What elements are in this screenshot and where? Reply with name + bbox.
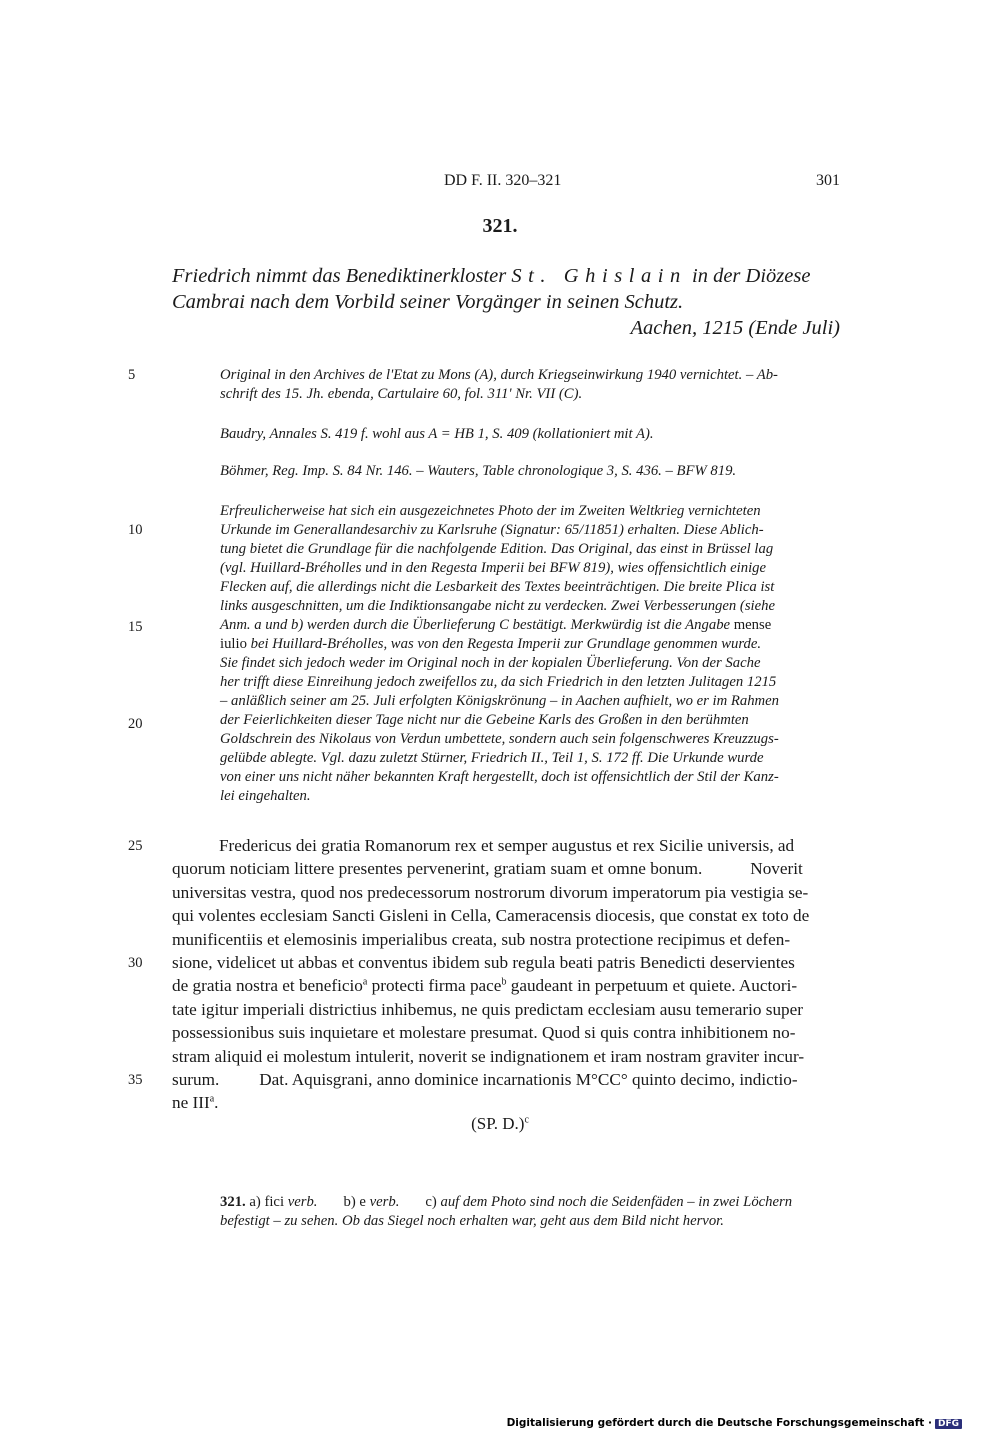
header-reference: DD F. II. 320–321 xyxy=(444,172,562,189)
commentary-note: Erfreulicherweise hat sich ein ausgezeichnetes Photo der im Zweiten Weltkrieg vernichteten Urkunde im Generallandesarchiv zu Karlsruhe (Signatur: 65/11851) erhalten. Diese Ablich- tung bietet die Grundlage für die nachfolgende Edition. Das Original, das einst in Brüssel lag (vgl. Huillard-Bréholles und in den Regesta Imperii bei BFW 819), wies offensichtlich einige Flecken auf, die allerdings nicht die Lesbarkeit des Textes beeinträchtigen. Die breite Plica ist links ausgeschnitten, um die Indiktionsangabe nicht zu verdecken. Zwei Verbesserungen (siehe Anm. a und b) werden durch die Überlieferung C bestätigt. Merkwürdig ist die Angabe mense iulio bei Huillard-Bréholles, was von den Regesta Imperii zur Grundlage genommen wurde. Sie findet sich jedoch weder im Original noch in der kopialen Überlieferung. Von der Sache her trifft diese Einreihung jedoch zweifellos zu, da sich Friedrich in den letzten Julitagen 1215 – anläßlich seiner am 25. Juli erfolgten Königskrönung – in Aachen aufhielt, wo er im Rahmen der Feierlichkeiten dieser Tage nicht nur die Gebeine Karls des Großen in den berühmten Goldschrein des Nikolaus von Verdun umbettete, sondern auch sein folgenschweres Kreuzzugs- gelübde ablegte. Vgl. dazu zuletzt Stürner, Friedrich II., Teil 1, S. 172 ff. Die Urkunde wurde von einer uns nicht näher bekannten Kraft hergestellt, doch ist offensichtlich der Stil der Kanz- lei eingehalten. xyxy=(220,503,780,804)
line-number: 5 xyxy=(128,367,136,383)
regest-title-line2: Cambrai nach dem Vorbild seiner Vorgänger in seinen Schutz. xyxy=(172,291,684,313)
regest-title-line1: Friedrich nimmt das Benediktinerkloster St. Ghislain in der Diözese xyxy=(172,265,811,287)
funding-credit: Digitalisierung gefördert durch die Deutsche Forschungsgemeinschaft · DFG xyxy=(507,1417,962,1429)
footnote-marker: a xyxy=(362,976,368,988)
regest-note: Böhmer, Reg. Imp. S. 84 Nr. 146. – Wauters, Table chronologique 3, S. 436. – BFW 819. xyxy=(220,463,737,479)
footnote-marker: a xyxy=(209,1093,215,1105)
page-number: 301 xyxy=(816,172,840,189)
regest-title xyxy=(172,263,840,315)
line-number: 35 xyxy=(128,1072,143,1088)
footnotes: 321. a) fici verb. b) e verb. c) auf dem Photo sind noch die Seidenfäden – in zwei Löchern befestigt – zu sehen. Ob das Siegel noch erhalten war, geht aus dem Bild nicht hervor. xyxy=(220,1194,793,1229)
footnote-marker: b xyxy=(501,976,507,988)
line-number: 10 xyxy=(128,522,143,538)
document-number: 321. xyxy=(482,215,518,237)
seal-mark: (SP. D.)$^c$ xyxy=(471,1114,529,1133)
tradition-note: Original in den Archives de l'Etat zu Mons (A), durch Kriegseinwirkung 1940 vernichtet. – Ab- schrift des 15. Jh. ebenda, Cartulaire 60, fol. 311' Nr. VII (C). xyxy=(220,367,778,402)
line-number: 15 xyxy=(128,619,143,635)
spaced-place-name: St. Ghislain xyxy=(511,265,687,287)
running-header xyxy=(220,172,840,194)
line-number: 30 xyxy=(128,955,143,971)
line-number: 20 xyxy=(128,716,143,732)
print-note: Baudry, Annales S. 419 f. wohl aus A = HB 1, S. 409 (kollationiert mit A). xyxy=(220,426,654,442)
charter-text: Fredericus dei gratia Romanorum rex et semper augustus et rex Sicilie universis, ad quorum noticiam littere presentes pervenerint, gratiam suam et omne bonum. Noverit universitas vestra, quod nos predecessorum nostrorum divorum imperatorum pia vestigia se- qui volentes ecclesiam Sancti Gisleni in Cella, Cameracensis diocesis, que constat ex toto de munificentiis et elemosinis imperialibus creata, sub nostra protectione recipimus et defen- sione, videlicet ut abbas et conventus ibidem sub regula beati patris Benedicti deservientes de gratia nostra et beneficio$^a$ protecti firma pace$^b$ gaudeant in perpetuum et quiete. Auctori- tate igitur imperiali districtius inhibemus, ne quis predictam ecclesiam ausu temerario super possessionibus suis inquietare et molestare presumat. Quod si quis contra inhibitionem no- stram aliquid ei molestum intulerit, noverit se indignationem et iram nostram graviter incur- surum. Dat. Aquisgrani, anno dominice incarnationis M°CC° quinto decimo, indictio- ne III$^a$. xyxy=(172,836,810,1113)
place-date: Aachen, 1215 (Ende Juli) xyxy=(630,317,840,339)
dfg-logo: DFG xyxy=(935,1419,962,1429)
line-number: 25 xyxy=(128,838,143,854)
